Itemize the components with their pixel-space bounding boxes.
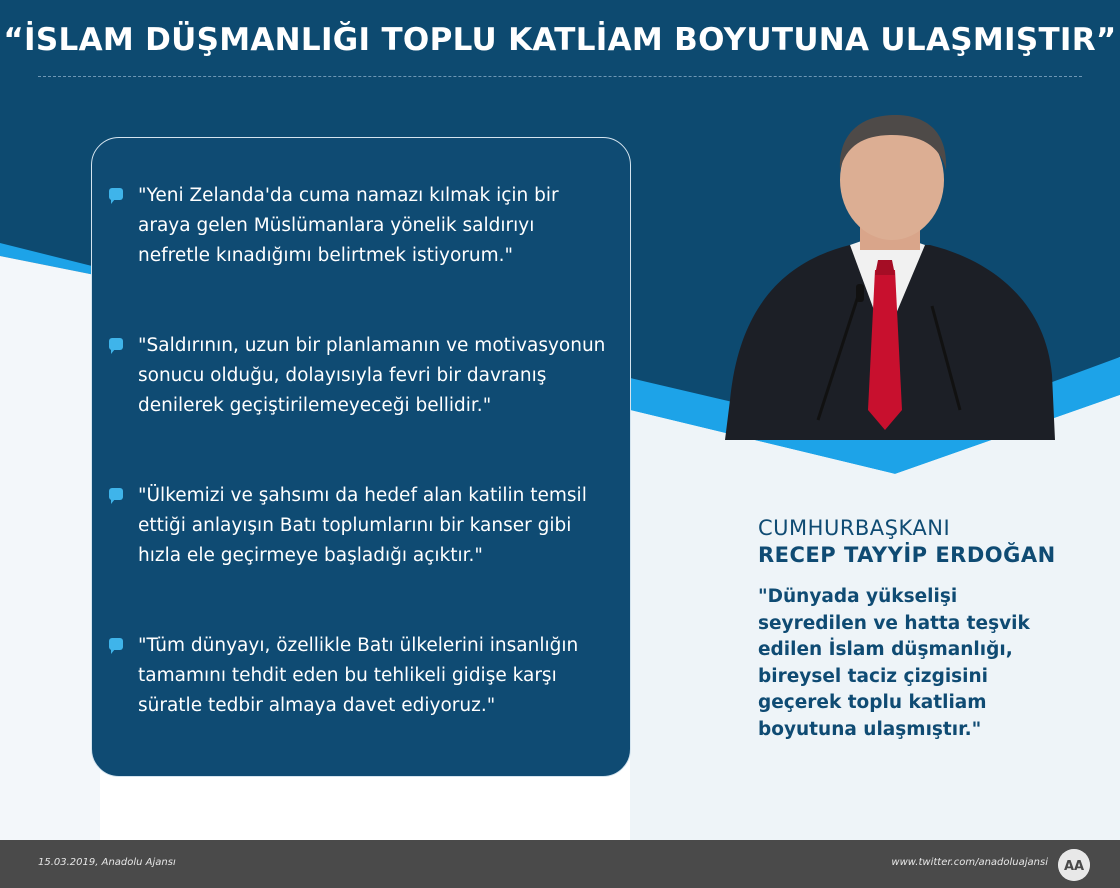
speech-bubble-icon	[109, 188, 123, 200]
logo-text: AA	[1063, 859, 1085, 874]
quote-item: "Tüm dünyayı, özellikle Batı ülkelerini insanlığın tamamını tehdit eden bu tehlikeli gidişe karşı süratle tedbir almaya davet ediyoruz."	[138, 635, 579, 716]
quote-item: "Yeni Zelanda'da cuma namazı kılmak için bir araya gelen Müslümanlara yönelik saldırıyı nefretle kınadığımı belirtmek istiyorum."	[138, 185, 559, 266]
speech-bubble-icon	[109, 338, 123, 350]
page-title: “İSLAM DÜŞMANLIĞI TOPLU KATLİAM BOYUTUNA ULAŞMIŞTIR”	[3, 22, 1117, 58]
quote-item: "Saldırının, uzun bir planlamanın ve motivasyonun sonucu olduğu, dolayısıyla fevri bir davranış denilerek geçiştirilemeyeceği bellidir."	[138, 335, 606, 416]
speech-bubble-icon	[109, 638, 123, 650]
footer-bar	[0, 840, 1120, 888]
speaker-name: RECEP TAYYİP ERDOĞAN	[758, 543, 1056, 567]
speaker-role: CUMHURBAŞKANI	[758, 516, 951, 540]
title-divider	[38, 76, 1082, 77]
speech-bubble-icon	[109, 488, 123, 500]
anadolu-ajansi-logo	[1058, 849, 1090, 881]
speaker-quote: "Dünyada yükselişi seyredilen ve hatta teşvik edilen İslam düşmanlığı, bireysel taciz çizgisini geçerek toplu katliam boyutuna ulaşmıştır."	[758, 586, 1030, 740]
footer-twitter-link[interactable]: www.twitter.com/anadoluajansi	[891, 857, 1048, 868]
footer-date-source: 15.03.2019, Anadolu Ajansı	[38, 857, 176, 868]
speaker-photo	[720, 110, 1060, 440]
quote-item: "Ülkemizi ve şahsımı da hedef alan katilin temsil ettiği anlayışın Batı toplumlarını bir kanser gibi hızla ele geçirmeye başladığı açıktır."	[138, 485, 587, 566]
